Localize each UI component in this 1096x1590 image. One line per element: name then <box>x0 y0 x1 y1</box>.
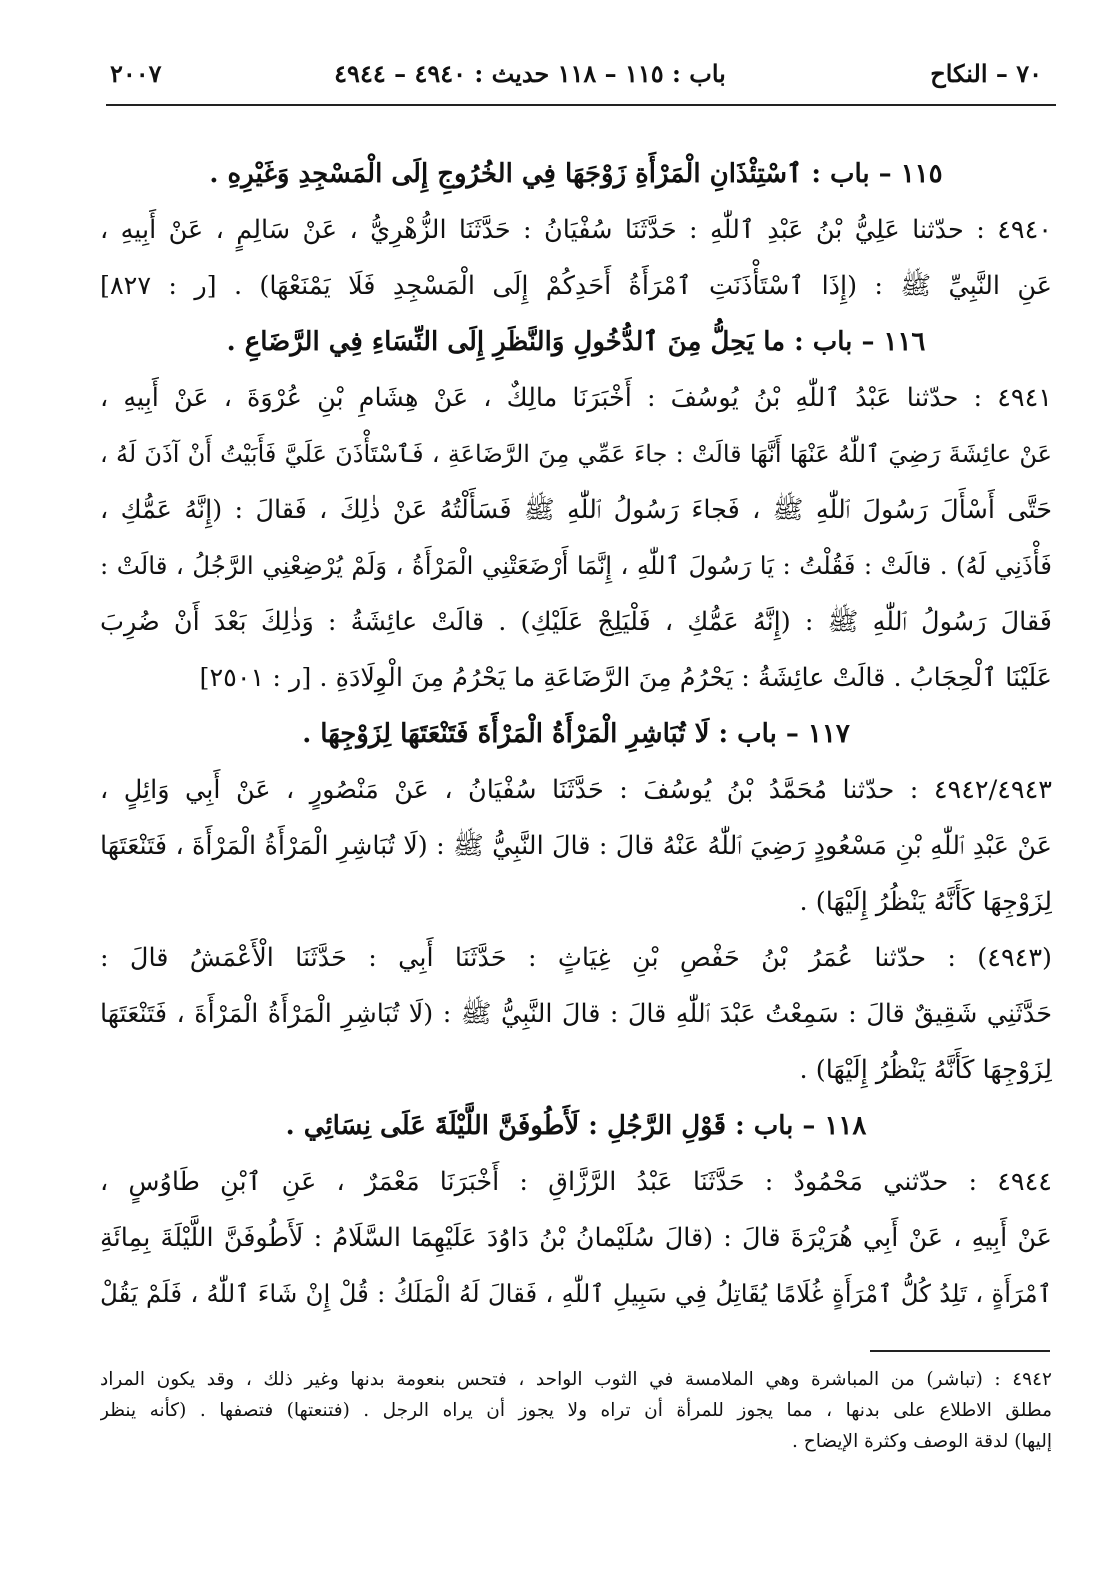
text-line: ٤٩٤٢/٤٩٤٣ : حدّثنا مُحَمَّدُ بْنُ يُوسُفَ : حَدَّثَنَا سُفْيَانُ ، عَنْ مَنْصُورٍ ، عَنْ أَبِي وَائِلٍ ، <box>100 775 1052 805</box>
text-line: لِزَوْجِهَا كَأَنَّهُ يَنْظُرُ إِلَيْهَا) . <box>799 887 1052 917</box>
text-line: عَنْ أَبِيهِ ، عَنْ أَبِي هُرَيْرَةَ قالَ : (قالَ سُلَيْمانُ بْنُ دَاوُدَ عَلَيْهِمَا السَّلَامُ : لَأَطُوفَنَّ اللَّيْلَةَ بِمِائَةِ <box>100 1223 1052 1253</box>
main-text <box>100 146 1052 1322</box>
text-line: عَنْ عائِشَةَ رَضِيَ ٱللّٰهُ عَنْهَا أَنَّهَا قالَتْ : جاءَ عَمِّي مِنَ الرَّضَاعَةِ ، فَٱسْتَأْذَنَ عَلَيَّ فَأَبَيْتُ أَنْ آذَنَ لَهُ ، <box>100 440 1052 468</box>
text-line: حَتَّى أَسْأَلَ رَسُولَ ٱللّٰهِ ﷺ ، فَجاءَ رَسُولُ ٱللّٰهِ ﷺ فَسَأَلْتُهُ عَنْ ذٰلِكَ ، فَقالَ : (إِنَّهُ عَمُّكِ ، <box>100 495 1052 525</box>
text-line: ٱمْرَأَةٍ ، تَلِدُ كُلُّ ٱمْرَأَةٍ غُلَامًا يُقَاتِلُ فِي سَبِيلِ ٱللّٰهِ ، فَقالَ لَهُ الْمَلَكُ : قُلْ إِنْ شَاءَ ٱللّٰهُ ، فَلَمْ يَقُلْ <box>100 1279 1052 1308</box>
text-line: لِزَوْجِهَا كَأَنَّهُ يَنْظُرُ إِلَيْهَا) . <box>799 1055 1052 1085</box>
text-line: عَنِ النَّبِيِّ ﷺ : (إِذَا ٱسْتَأْذَنَتِ ٱمْرَأَةُ أَحَدِكُمْ إِلَى الْمَسْجِدِ فَلَا يَمْنَعْهَا) . [ر : ٨٢٧] <box>100 271 1052 301</box>
text-line: حَدَّثَنِي شَقِيقٌ قالَ : سَمِعْتُ عَبْدَ ٱللّٰهِ قالَ : قالَ النَّبِيُّ ﷺ : (لَا تُبَاشِرِ الْمَرْأَةُ الْمَرْأَةَ ، فَتَنْعَتَهَا <box>100 999 1052 1029</box>
text-line: (٤٩٤٣) : حدّثنا عُمَرُ بْنُ حَفْصِ بْنِ غِيَاثٍ : حَدَّثَنَا أَبِي : حَدَّثَنَا الْأَعْمَشُ قالَ : <box>100 943 1052 973</box>
header-divider <box>106 104 1056 106</box>
section-range: باب : ١١٥ – ١١٨ حديث : ٤٩٤٠ – ٤٩٤٤ <box>334 59 726 88</box>
chapter-heading: ١١٨ – باب : قَوْلِ الرَّجُلِ : لَأَطُوفَنَّ اللَّيْلَةَ عَلَى نِسَائِي . <box>285 1111 867 1141</box>
footnote <box>100 1364 1052 1457</box>
text-line: ٤٩٤٠ : حدّثنا عَلِيُّ بْنُ عَبْدِ ٱللّٰهِ : حَدَّثَنَا سُفْيَانُ : حَدَّثَنَا الزُّهْرِيُّ ، عَنْ سَالِمٍ ، عَنْ أَبِيهِ ، <box>100 215 1052 245</box>
running-header <box>100 55 1052 99</box>
footnote-line: إليها) لدقة الوصف وكثرة الإيضاح . <box>791 1431 1052 1452</box>
text-line: ٤٩٤١ : حدّثنا عَبْدُ ٱللّٰهِ بْنُ يُوسُفَ : أَخْبَرَنَا مالِكٌ ، عَنْ هِشَامِ بْنِ عُرْوَةَ ، عَنْ أَبِيهِ ، <box>100 383 1052 413</box>
text-line: عَنْ عَبْدِ ٱللّٰهِ بْنِ مَسْعُودٍ رَضِيَ ٱللّٰهُ عَنْهُ قالَ : قالَ النَّبِيُّ ﷺ : (لَا تُبَاشِرِ الْمَرْأَةُ الْمَرْأَةَ ، فَتَنْعَتَهَا <box>100 831 1052 861</box>
chapter-heading: ١١٦ – باب : ما يَحِلُّ مِنَ ٱلدُّخُولِ وَالنَّظَرِ إِلَى النِّسَاءِ فِي الرَّضَاعِ . <box>226 327 926 357</box>
chapter-heading: ١١٥ – باب : ٱسْتِئْذَانِ الْمَرْأَةِ زَوْجَهَا فِي الخُرُوجِ إِلَى الْمَسْجِدِ وَغَيْرِهِ . <box>209 159 943 189</box>
chapter-heading: ١١٧ – باب : لَا تُبَاشِرِ الْمَرْأَةُ الْمَرْأَةَ فَتَنْعَتَهَا لِزَوْجِهَا . <box>302 719 850 749</box>
footnote-line: ٤٩٤٢ : (تباشر) من المباشرة وهي الملامسة في الثوب الواحد ، فتحس بنعومة بدنها وغير ذلك ، وقد يكون المراد <box>100 1369 1052 1390</box>
footnote-divider <box>870 1350 1050 1352</box>
text-line: فَأْذَنِي لَهُ) . قالَتْ : فَقُلْتُ : يَا رَسُولَ ٱللّٰهِ ، إِنَّمَا أَرْضَعَتْنِي الْمَرْأَةُ ، وَلَمْ يُرْضِعْنِي الرَّجُلُ ، قالَتْ : <box>100 551 1052 580</box>
footnote-line: مطلق الاطلاع على بدنها ، مما يجوز للمرأة أن تراه ولا يجوز أن يراه الرجل . (فتنعتها) فتصفها . (كأنه ينظر <box>100 1400 1052 1421</box>
page-number: ٢٠٠٧ <box>110 59 162 88</box>
text-line: فَقالَ رَسُولُ ٱللّٰهِ ﷺ : (إِنَّهُ عَمُّكِ ، فَلْيَلِجْ عَلَيْكِ) . قالَتْ عائِشَةُ : وَذٰلِكَ بَعْدَ أَنْ ضُرِبَ <box>100 607 1052 637</box>
chapter-title: ٧٠ – النكاح <box>930 59 1042 88</box>
text-line: عَلَيْنَا ٱلْحِجَابُ . قالَتْ عائِشَةُ : يَحْرُمُ مِنَ الرَّضَاعَةِ ما يَحْرُمُ مِنَ الْوِلَادَةِ . [ر : ٢٥٠١] <box>199 663 1052 693</box>
text-line: ٤٩٤٤ : حدّثني مَحْمُودٌ : حَدَّثَنَا عَبْدُ الرَّزَّاقِ : أَخْبَرَنَا مَعْمَرٌ ، عَنِ ٱبْنِ طَاوُسٍ ، <box>100 1167 1052 1197</box>
